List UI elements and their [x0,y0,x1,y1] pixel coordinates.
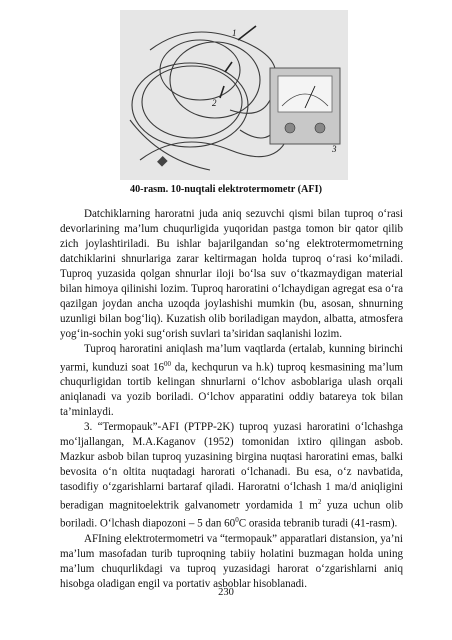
page-number: 230 [218,587,234,598]
paragraph-3-text-c: C orasida tebranib turadi (41-rasm). [238,518,398,531]
paragraph-2-text-a: Tuproq haroratini aniqlash ma’lum vaqtlarda (ertalab, kunning birinchi yarmi, kunduzi soat 16 [60,342,403,374]
paragraph-3 [60,420,403,532]
figure-label-1: 1 [232,28,237,38]
paragraph-2-text-b: da, kechqurun va h.k) tuproq kesmasining ma’lum chuqurligidan tortib kelingan shnurlarni o‘lchov asboblariga ulash orqali aniqlanadi va yozib boriladi. O‘lchov apparatini oddiy batareya tok bilan ta’minlaydi. [60,361,403,419]
paragraph-1: Datchiklarning haroratni juda aniq sezuvchi qismi bilan tuproq o‘rasi devorlarining ma’lum chuqurligida yuqoridan pastga tomon bir qator qilib zich joylashtiriladi. Bu ishlar bajarilgandan so‘ng elektrotermometrning datchiklarini shnurlariga zarar keltirmagan holda tuproq o‘rasi ko‘miladi. Tuproq yuzasida qolgan shnurlar iloji bo‘lsa suv o‘tkazmaydigan material bilan himoya qilinishi lozim. Tuproq haroratini o‘lchaydigan agregat esa o‘ra qazilgan joydan ancha uzoqda joylashishi mumkin (bu, asosan, shnurning uzunligi bilan bog‘liq). Kuzatish olib boriladigan maydon, albatta, atmosfera yog‘in-sochin yoki sug‘orish suvlari ta’siridan saqlanishi lozim. [60,208,403,340]
paragraph-3-text-a: 3. “Termopauk”-AFI (PTPP-2K) tuproq yuzasi haroratini o‘lchashga mo‘ljallangan, M.A.Kaganov (1952) tomonidan ixtiro qilingan asbob. Mazkur asbob bilan tuproq yuzasining birgina nuqtasi haroratini emas, balki bevosita o‘n oltita nuqtadagi harorati o‘lchanadi. Bu esa, o‘z navbatida, tasodifiy o‘zgarishlarni bartaraf qiladi. Haroratni o‘lchash 1 ma/d aniqligini beradigan magnitoelektrik galvanometr yordamida 1 m [60,421,403,512]
superscript-time: 00 [164,359,172,368]
figure-label-3: 3 [332,144,337,154]
paragraph-4: AFIning elektrotermometri va “termopauk” apparatlari distansion, ya’ni ma’lum masofadan turib tuproqning tabiiy holatini buzmagan holda uning ma’lum chuqurlikdagi va tuproq yuzasidagi harorat o‘zgarishlarni aniq hisobga oladigan engil va portativ asboblar hisoblanadi. [60,533,403,590]
electrothermometer-photo [120,10,348,180]
superscript-square: 2 [317,497,322,506]
figure-label-2: 2 [212,98,217,108]
body-text [60,207,403,592]
figure-caption: 40-rasm. 10-nuqtali elektrotermometr (AFI) [129,184,322,195]
paragraph-2 [60,342,403,420]
superscript-degree: 0 [235,516,239,525]
paragraph-3-text-b: yuza uchun olib boriladi. O‘lchash diapozoni – 5 dan 60 [60,499,403,531]
